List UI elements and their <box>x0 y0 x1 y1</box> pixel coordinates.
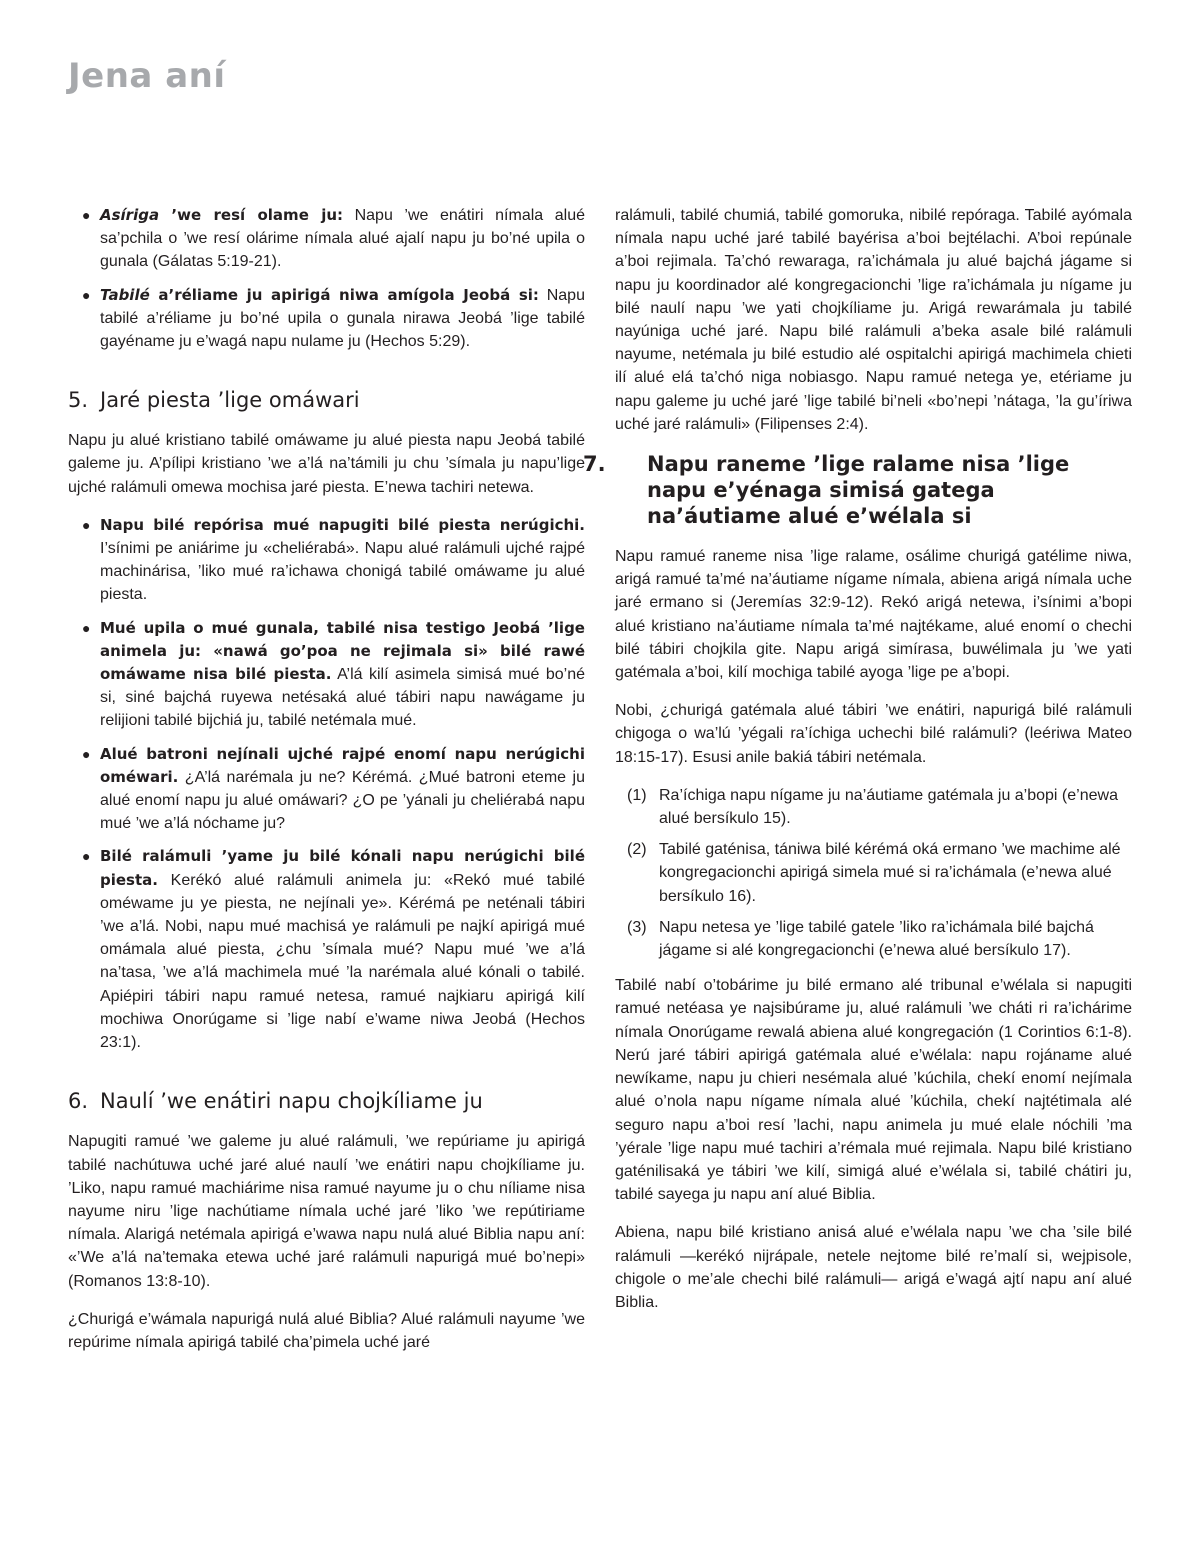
numbered-steps <box>615 784 1132 962</box>
bullet-text: A’lá kilí asimela simisá mué bo’né si, siné bajchá ruyewa netésaká alué tábiri napu nawágame ju relijioni tabilé bijchiá ju, tabilé netémala mué. <box>100 666 586 730</box>
section-title: Jaré piesta ’lige omáwari <box>100 388 360 413</box>
bullet-list-top <box>68 204 585 353</box>
section-title: Naulí ’we enátiri napu chojkíliame ju <box>100 1089 483 1114</box>
bullet-icon: ● <box>82 516 91 533</box>
list-item <box>68 743 585 836</box>
bullet-lead: Bilé ralámuli ’yame ju bilé kónali napu nerúgichi bilé piesta. <box>100 847 585 889</box>
bullet-text: Napu ’we enátiri nímala alué sa’pchila o ’we resí olárime nímala alué ajalí napu ju bo’né upila o gunala (Gálatas 5:19-21). <box>100 207 585 271</box>
section-heading-5 <box>68 387 585 413</box>
bullet-icon: ● <box>82 207 91 223</box>
bullet-text: I’sínimi pe aniárime ju «cheliérabá». Napu alué ralámuli ujché rajpé machinárisa, ’liko mué ra’ichawa chonigá tabilé omáwame ju alué piesta. <box>100 540 585 604</box>
step-number: (3) <box>627 918 647 936</box>
list-item <box>615 916 1132 962</box>
bullet-lead-emphasis: Tabilé <box>100 285 150 304</box>
bullet-text: ¿A’lá narémala ju ne? Kérémá. ¿Mué batroni eteme ju alué enomí napu ju alué omáwari? ¿O pe ’yánali ju cheliérabá napu mué ’we a’lá nóchame ju? <box>100 768 585 833</box>
paragraph: Napu ramué raneme nisa ’lige ralame, osálime churigá gatélime niwa, arigá ramué ta’mé na’áutiame nígame nímala, abiena arigá nímala uche jaré ermano si (Jeremías 32:9-12). Rekó arigá netewa, i’sínimi a’bopi alué kristiano na’áutiame nímala ta’mé najtékame, alué enomí o chechi bilé tábiri chojkila gite. Napu arigá simírasa, buwélimala ju ’we yati gatémala a’boi, kilí mochiga tabilé ayoga ’lige pe a’bopi. <box>615 548 1132 682</box>
paragraph: Nobi, ¿churigá gatémala alué tábiri ’we enátiri, napurigá bilé ralámuli chigoga o wa’lú ’yégali ra’íchiga uchechi bilé ralámuli? (leériwa Mateo 18:15-17). Esusi anile bakiá tábiri netémala. <box>615 702 1132 766</box>
paragraph: Abiena, napu bilé kristiano anisá alué e’wélala napu ’we cha ’sile bilé ralámuli —kerékó nijrápale, netele nejtome bilé re’malí si, wejpisole, chigole o me’ale chechi bilé ralámuli— arigá e’wagá ajtí napu aní alué Biblia. <box>615 1224 1132 1311</box>
list-item <box>615 784 1132 830</box>
bullet-lead: ’we resí olame ju: <box>159 206 344 224</box>
bullet-lead: Mué upila o mué gunala, tabilé nisa testigo Jeobá ’lige animela ju: «nawá go’poa ne rejimala si» bilé rawé omáwame nisa bilé piesta. <box>100 618 585 684</box>
paragraph: Tabilé nabí o’tobárime ju bilé ermano alé tribunal e’wélala si napugiti ramué netéasa ye najsibúrame ju, alué ralámuli ’we cháti ri ra’ichárime nímala Onorúgame rewalá abiena alué kongregación (1 Corintios 6:1-8). Nerú jaré tábiri apirigá gatémala alué e’wélala: napu rojáname alué newíkame, napu ju chieri nesémala alué ’kúchila, chekí enomí nejímala alué o’nola napu nígame nímala alué ’kúchila, chekí najtétimala alé seguro napu a’boi resí ’lachi, napu animela ju mué elale nóchili ’ma ’yérale ’lige napu mué tachiri a’rémala mué rejimala. Napu bilé kristiano gaténilisaká ye tábiri ’we kilí, simigá alué e’wélala si, tabilé chátiri ju, tabilé sayega ju napu aní alué Biblia. <box>615 977 1132 1204</box>
step-text: Tabilé gaténisa, tániwa bilé kérémá oká ermano ’we machime alé kongregacionchi apirigá simela mué si ra’ichámala (e’newa alué bersíkulo 16). <box>659 841 1121 905</box>
section-number: 7. <box>583 452 606 477</box>
section-number: 6. <box>68 1089 89 1114</box>
bullet-lead-emphasis: Asíriga <box>100 206 160 224</box>
section-heading-6 <box>68 1088 585 1114</box>
section-title: Napu raneme ’lige ralame nisa ’lige napu e’yénaga simisá gatega na’áutiame alué e’wélala si <box>647 452 1070 529</box>
paragraph: ¿Churigá e’wámala napurigá nulá alué Biblia? Alué ralámuli nayume ’we repúrime nímala apirigá tabilé cha’pimela uché jaré <box>68 1310 585 1351</box>
paragraph-continued: ralámuli, tabilé chumiá, tabilé gomoruka, nibilé repóraga. Tabilé ayómala nímala napu uché jaré tabilé bayérisa a’boi bejtélachi. A’boi repúnale a’boi rejimala. Ta’chó rewaraga, ra’ichámala ju alué bajchá jágame si napu ju koordinador alé kongregacionchi ’lige ra’ichámala ju nígame ju bilé naulí napu ’we yati chojkíliame ju. Arigá rewarámala ju tabilé nayúniga uché jaré. Napu bilé ralámuli a’beka asale bilé ralámuli nayume, netémala ju bilé estudio alé ospitalchi apirigá machimela chieti ilí alué elá ta’chó niga nobiasgo. Napu ramué netega ye, etériame ju napu galeme ju uché jaré ’lige tabilé bi’neli «bo’nepi ’nátaga, ’la gu’íriwa uché jaré ralámuli» (Filipenses 2:4). <box>615 207 1132 433</box>
list-item <box>68 617 585 733</box>
step-number: (2) <box>627 841 647 859</box>
paragraph: Napu ju alué kristiano tabilé omáwame ju alué piesta napu Jeobá tabilé galeme ju. A’pílipi kristiano ’we a’lá na’támili ju chu ’símala ju napu’lige ujché ralámuli omewa mochisa jaré piesta. E’newa tachiri netewa. <box>68 432 585 496</box>
bullet-lead: Alué batroni nejínali ujché rajpé enomí napu nerúgichi oméwari. <box>100 744 585 786</box>
right-column <box>583 204 1132 1329</box>
list-item <box>68 514 585 607</box>
bullet-lead: Napu bilé repórisa mué napugiti bilé piesta nerúgichi. <box>100 515 585 534</box>
bullet-list-section5 <box>68 514 585 1054</box>
bullet-lead: a’réliame ju apirigá niwa amígola Jeobá si: <box>149 285 539 304</box>
bullet-icon: ● <box>82 286 91 303</box>
section-heading-7 <box>583 451 1132 529</box>
running-head: Jena aní <box>68 56 226 96</box>
list-item <box>68 284 585 354</box>
list-item <box>68 845 585 1054</box>
paragraph: Napugiti ramué ’we galeme ju alué ralámuli, ’we repúriame ju apirigá tabilé nachútuwa uché jaré alué naulí ’we enátiri napu chojkíliame ju. ’Liko, napu ramué machiárime nisa ramué nayume ju o chu níliame nisa nayume niru ’lige nachútiame nímala uché jaré ’liko ’we repútiriame nímala. Alarigá netémala apirigá e’wawa napu nulá alué Biblia napu aní: «’We a’lá na’temaka etewa uché jaré ralámuli napurigá mué bo’nepi» (Romanos 13:8-10). <box>68 1133 585 1290</box>
left-column <box>68 204 585 1369</box>
bullet-icon: ● <box>82 848 91 865</box>
step-text: Napu netesa ye ’lige tabilé gatele ’liko ra’ichámala bilé bajchá jágame si alé kongregacionchi (e’newa alué bersíkulo 17). <box>659 918 1094 960</box>
section-number: 5. <box>68 388 89 413</box>
bullet-text: Napu tabilé a’réliame ju bo’né upila o gunala nirawa Jeobá ’lige tabilé gayéname ju e’wagá napu nulame ju (Hechos 5:29). <box>100 286 585 351</box>
step-text: Ra’íchiga napu nígame ju na’áutiame gatémala ju a’bopi (e’newa alué bersíkulo 15). <box>659 786 1118 828</box>
bullet-icon: ● <box>82 619 91 636</box>
list-item <box>68 204 585 274</box>
list-item <box>615 838 1132 908</box>
bullet-icon: ● <box>82 745 91 762</box>
bullet-text: Kerékó alué ralámuli animela ju: «Rekó mué tabilé oméwame ju ye piesta, ne nejínali ye». Kérémá pe neténali tábiri ’we a’lá. Nobi, napu mué machisá ye ralámuli pe najkí apirigá mué omámala alué piesta, ¿chu ’símala mué? Napu mué ’we a’lá na’tasa, ’we a’lá machimela mué ’la narémala alué kónali o tabilé. Apiépiri tábiri napu ramué netesa, ramué najkiaru apirigá kilí mochiwa Onorúgame si ’lige nabí e’wame niwa Jeobá (Hechos 23:1). <box>100 871 585 1052</box>
step-number: (1) <box>627 786 647 804</box>
